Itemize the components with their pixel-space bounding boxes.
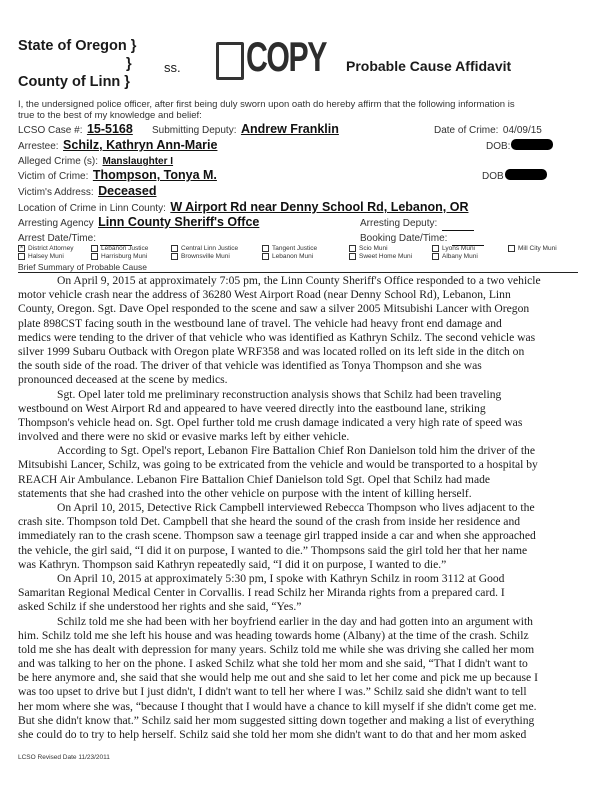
checkbox-label: District Attorney bbox=[28, 245, 74, 252]
checkbox-item[interactable] bbox=[18, 253, 64, 260]
text-line: Thompson's vehicle head on. Sgt. Opel further told me crush damage indicated a very high rate of speed was bbox=[18, 415, 523, 429]
text-line: Mitsubishi Lancer, Schilz, was going to be extricated from the vehicle and would be transported to a hospital by bbox=[18, 458, 538, 472]
checkbox-icon[interactable] bbox=[349, 253, 356, 260]
intro-line-1: I, the undersigned police officer, after first being duly sworn upon oath do hereby affirm that the following information is bbox=[18, 99, 515, 110]
checkbox-icon[interactable] bbox=[262, 245, 269, 252]
text-line: County, Oregon. Sgt. Dave Opel responded to the scene and saw a silver 2005 Mitsubishi Lancer with Oregon bbox=[18, 302, 530, 316]
arrestee-dob: DOB: bbox=[486, 138, 553, 152]
checkbox-label: Lyons Muni bbox=[442, 245, 475, 252]
checkbox-item[interactable] bbox=[91, 245, 148, 252]
deputy-field: Submitting Deputy: Andrew Franklin bbox=[152, 122, 339, 136]
victim-field: Victim of Crime: Thompson, Tonya M. bbox=[18, 168, 217, 182]
checkbox-icon[interactable] bbox=[432, 245, 439, 252]
crime-field: Alleged Crime (s): Manslaughter I bbox=[18, 156, 174, 167]
summary-body bbox=[18, 274, 578, 742]
text-line: she could do to try to help herself. Schilz said she told her mom she didn't want to do that and her mom asked bbox=[18, 728, 527, 741]
copy-stamp: COPY bbox=[214, 36, 324, 86]
text-line: statements that she had crashed into the other vehicle on purpose with the intent of killing herself. bbox=[18, 486, 472, 500]
redaction bbox=[511, 139, 553, 150]
checkbox-icon[interactable] bbox=[171, 245, 178, 252]
booking-datetime-field: Booking Date/Time: bbox=[360, 230, 484, 244]
checkbox-item[interactable] bbox=[262, 245, 317, 252]
arrest-datetime-field: Arrest Date/Time: bbox=[18, 230, 132, 244]
case-field: LCSO Case #: 15-5168 bbox=[18, 122, 133, 136]
location-field: Location of Crime in Linn County: W Airport Rd near Denny School Rd, Lebanon, OR bbox=[18, 200, 469, 214]
checkbox-label: Brownsville Muni bbox=[181, 253, 230, 260]
checkbox-label: Harrisburg Muni bbox=[101, 253, 148, 260]
checkbox-icon[interactable] bbox=[508, 245, 515, 252]
text-line: immediately ran to the crash scene. Thompson saw a teenage girl trapped inside a car and when she approached bbox=[18, 529, 536, 543]
text-line: Samaritan Regional Medical Center in Corvallis. I read Schilz her Miranda rights from a prepared card. I bbox=[18, 586, 505, 600]
checkbox-label: Sweet Home Muni bbox=[359, 253, 413, 260]
text-line: the vehicle, the girl said, “I did it on purpose, I wanted to die.” Thompsons said the girl told her that her name bbox=[18, 543, 528, 557]
checkbox-item[interactable] bbox=[349, 245, 388, 252]
checkbox-label: Scio Muni bbox=[359, 245, 388, 252]
redaction bbox=[505, 169, 547, 180]
checkbox-icon[interactable] bbox=[171, 253, 178, 260]
agency-field: Arresting Agency Linn County Sheriff's Offce bbox=[18, 215, 260, 229]
checkbox-item[interactable] bbox=[262, 253, 313, 260]
checkbox-label: Central Linn Justice bbox=[181, 245, 239, 252]
checkbox-item[interactable] bbox=[432, 245, 475, 252]
checkbox-label: Halsey Muni bbox=[28, 253, 64, 260]
text-line: told me she has dealt with depression for many years. Schilz told me while she was driving she called her mom bbox=[18, 642, 535, 656]
checkbox-icon[interactable] bbox=[91, 245, 98, 252]
text-line: asked Schilz if she understood her rights and she said, “Yes.” bbox=[18, 600, 302, 614]
text-line: On April 9, 2015 at approximately 7:05 pm, the Linn County Sheriff's Office responded to a two vehicle bbox=[57, 274, 541, 287]
text-line: him. Schilz told me she left his house and was heading towards home (Albany) at the time of the crash. Schilz bbox=[18, 628, 529, 642]
checkbox-item[interactable] bbox=[18, 245, 74, 252]
text-line: According to Sgt. Opel's report, Lebanon Fire Battalion Chief Ron Danielson told him the driver of the bbox=[57, 444, 535, 458]
state-label: State of Oregon } bbox=[18, 38, 137, 54]
text-line: silver 1999 Subaru Outback with Oregon plate WRF358 and was located rolled on its left side in the ditch on bbox=[18, 344, 525, 358]
document-icon bbox=[216, 42, 244, 80]
checkbox-item[interactable] bbox=[91, 253, 147, 260]
checkbox-label: Lebanon Muni bbox=[272, 253, 314, 260]
text-line: was too upset to drive but I just didn't, I didn't want to tell her where I was.” Schilz said she didn't want to tell bbox=[18, 685, 527, 699]
text-line: the south side of the road. The driver of that vehicle was identified as Tonya Thompson and she was bbox=[18, 359, 482, 373]
checkbox-icon[interactable] bbox=[432, 253, 439, 260]
text-line: westbound on West Airport Rd and appeared to have veered directly into the eastbound lane, striking bbox=[18, 401, 486, 415]
text-line: plate 898CST facing south in the westbound lane of travel. The vehicle had heavy front end damage and bbox=[18, 316, 502, 330]
checkbox-icon[interactable] bbox=[91, 253, 98, 260]
text-line: medics were tending to the driver of that vehicle who was identified as Kathryn Schilz. The second vehicle was bbox=[18, 330, 536, 344]
checkbox-item[interactable] bbox=[432, 253, 478, 260]
checkbox-icon[interactable] bbox=[18, 253, 25, 260]
arresting-deputy-field: Arresting Deputy: bbox=[360, 215, 474, 229]
text-line: Sgt. Opel later told me preliminary reconstruction analysis shows that Schilz had been traveling bbox=[57, 387, 502, 401]
date-field: Date of Crime: 04/09/15 bbox=[434, 125, 542, 136]
checkbox-label: Lebanon Justice bbox=[101, 245, 149, 252]
checkbox-item[interactable] bbox=[349, 253, 412, 260]
text-line: crash site. Thompson told Det. Campbell that she heard the sound of the crash from inside her residence and bbox=[18, 515, 521, 529]
checkbox-icon[interactable] bbox=[262, 253, 269, 260]
text-line: her mom where she was, “because I thought that I would have a chance to kill myself if she didn't come get me. bbox=[18, 699, 537, 713]
checkbox-item[interactable] bbox=[171, 253, 230, 260]
intro-line-2: true to the best of my knowledge and belief: bbox=[18, 110, 202, 121]
text-line: be here anymore and, she said that she would help me out and she said to let her come and pick me up because I bbox=[18, 671, 538, 685]
text-line: motor vehicle crash near the address of 36280 West Airport Road (near Denny School Rd), Lebanon, Linn bbox=[18, 288, 511, 302]
text-line: But she didn't know that.” Schilz said her mom suggested sitting down together and making a list of everything bbox=[18, 713, 535, 727]
text-line: was Kathryn. Thompson said Kathryn repeatedly said, “I did it on purpose, I wanted to die.” bbox=[18, 557, 447, 571]
text-line: On April 10, 2015, Detective Rick Campbell interviewed Rebecca Thompson who lives adjacent to the bbox=[57, 501, 535, 514]
text-line: involved and there were no skid or evasive marks left by either vehicle. bbox=[18, 430, 350, 444]
divider bbox=[18, 272, 578, 273]
checkbox-label: Tangent Justice bbox=[272, 245, 318, 252]
brace: } bbox=[126, 56, 132, 72]
text-line: On April 10, 2015 at approximately 5:30 pm, I spoke with Kathryn Schilz in room 3112 at Good bbox=[57, 571, 505, 585]
text-line: Schilz told me she had been with her boyfriend earlier in the day and had gotten into an argument with bbox=[57, 614, 533, 628]
page-title: Probable Cause Affidavit bbox=[346, 58, 512, 74]
text-line: REACH Air Ambulance. Lebanon Fire Battalion Chief Danielson told Sgt. Opel that Schilz had made bbox=[18, 472, 491, 486]
ss-label: ss. bbox=[164, 60, 181, 75]
checkbox-label: Albany Muni bbox=[442, 253, 478, 260]
text-line: and was talking to her on the phone. I asked Schilz what she told her mom and she said, “That I didn't want to bbox=[18, 657, 528, 671]
victim-dob: DOB bbox=[482, 168, 547, 182]
footer-revised-date: LCSO Revised Date 11/23/2011 bbox=[18, 754, 110, 761]
address-field: Victim's Address: Deceased bbox=[18, 184, 157, 198]
checkbox-icon[interactable] bbox=[349, 245, 356, 252]
summary-heading: Brief Summary of Probable Cause bbox=[18, 262, 147, 272]
text-line: pronounced deceased at the scene by medics. bbox=[18, 373, 228, 387]
checkbox-item[interactable] bbox=[171, 245, 238, 252]
checked-box-icon[interactable]: × bbox=[19, 245, 24, 251]
checkbox-label: Mill City Muni bbox=[518, 245, 557, 252]
county-label: County of Linn } bbox=[18, 74, 130, 90]
checkbox-item[interactable] bbox=[508, 245, 557, 252]
arrestee-field: Arrestee: Schilz, Kathryn Ann-Marie bbox=[18, 138, 218, 152]
